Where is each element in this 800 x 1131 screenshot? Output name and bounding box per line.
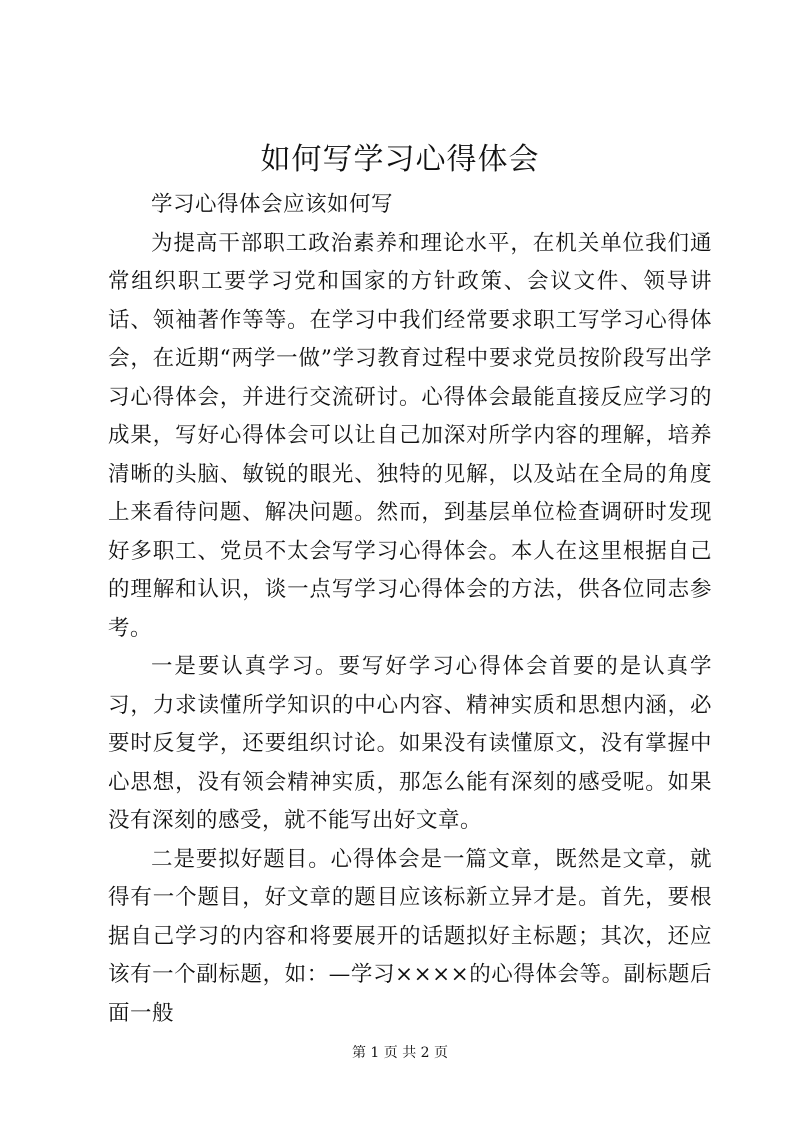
page-footer: 第 1 页 共 2 页 bbox=[351, 1045, 449, 1061]
point-one-paragraph: 一是要认真学习。要写好学习心得体会首要的是认真学习，力求读懂所学知识的中心内容、精神实质和思想内涵，必要时反复学，还要组织讨论。如果没有读懂原文，没有掌握中心思想，没有领会精神实质，那怎么能有深刻的感受呢。如果没有深刻的感受，就不能写出好文章。 bbox=[108, 654, 712, 833]
document-title: 如何写学习心得体会 bbox=[260, 142, 540, 177]
point-two-paragraph: 二是要拟好题目。心得体会是一篇文章，既然是文章，就得有一个题目，好文章的题目应该标新立异才是。首先，要根据自己学习的内容和将要展开的话题拟好主标题；其次，还应该有一个副标题，如：—学习××××的心得体会等。副标题后面一般 bbox=[108, 846, 712, 1026]
subtitle-paragraph: 学习心得体会应该如何写 bbox=[151, 192, 394, 217]
intro-paragraph: 为提高干部职工政治素养和理论水平，在机关单位我们通常组织职工要学习党和国家的方针政策、会议文件、领导讲话、领袖著作等等。在学习中我们经常要求职工写学习心得体会，在近期“两学一做”学习教育过程中要求党员按阶段写出学习心得体会，并进行交流研讨。心得体会最能直接反应学习的成果，写好心得体会可以让自己加深对所学内容的理解，培养清晰的头脑、敏锐的眼光、独特的见解，以及站在全局的角度上来看待问题、解决问题。然而，到基层单位检查调研时发现好多职工、党员不太会写学习心得体会。本人在这里根据自己的理解和认识，谈一点写学习心得体会的方法，供各位同志参考。 bbox=[108, 230, 712, 641]
document-body bbox=[108, 186, 712, 1033]
